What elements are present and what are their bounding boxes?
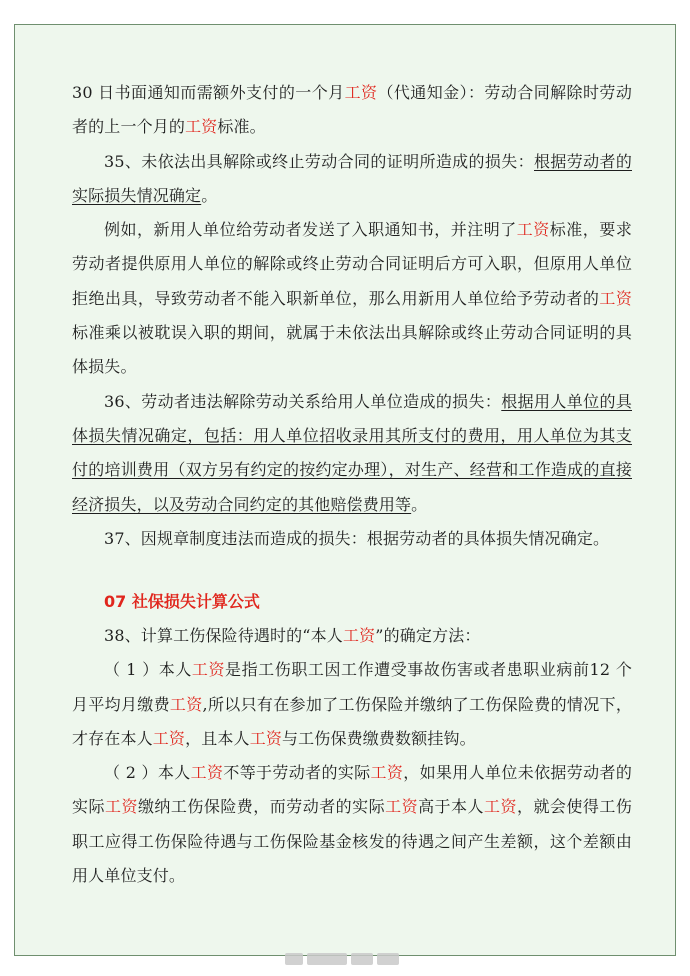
- highlight-wage: 工资: [190, 763, 224, 783]
- paragraph-item-35: [72, 145, 632, 214]
- text-run: 标准。: [217, 117, 266, 137]
- underlined-text: 根据用人单位的具体损失情况确定，包括：用人单位招收录用其所支付的费用，用人单位为其支付的培训费用（双方另有约定的按约定办理），对生产、经营和工作造成的直接经济损失，以及劳动合同约定的其他赔偿费用等: [72, 391, 632, 514]
- paragraph-example: [72, 213, 632, 384]
- highlight-wage: 工资: [185, 117, 218, 137]
- paragraph-point-1: [72, 653, 632, 756]
- document-body-bottom: [72, 619, 632, 893]
- highlight-wage: 工资: [599, 288, 632, 308]
- highlight-wage: 工资: [370, 763, 404, 783]
- paragraph-item-38: [72, 619, 632, 653]
- text-run: 不等于劳动者的实际: [223, 763, 371, 783]
- highlight-wage: 工资: [385, 797, 419, 817]
- paragraph-item-36: [72, 385, 632, 522]
- paragraph-point-2: [72, 756, 632, 893]
- text-run: ,所以只有在参加了工伤保险并缴纳了工伤保险费的情况下，才存在本人: [72, 694, 632, 748]
- text-run: （代通知金）：劳动合同解除时劳动者的上一个月的: [72, 83, 632, 137]
- highlight-wage: 工资: [191, 660, 226, 680]
- text-run: 。: [201, 185, 218, 205]
- text-run: 是指工伤职工因工作遭受事故伤害或者患职业病前12 个月平均月缴费: [72, 660, 632, 714]
- text-run: （ 2 ）本人: [104, 763, 191, 783]
- highlight-wage: 工资: [249, 728, 282, 748]
- highlight-wage: 工资: [516, 220, 550, 240]
- highlight-wage: 工资: [342, 626, 376, 645]
- text-run: 35、未依法出具解除或终止劳动合同的证明所造成的损失：: [104, 151, 535, 171]
- text-run: ，就会使得工伤职工应得工伤保险待遇与工伤保险基金核发的待遇之间产生差额，这个差额由用人单位支付。: [72, 797, 632, 886]
- highlight-wage: 工资: [169, 694, 203, 714]
- text-run: 30 日书面通知而需额外支付的一个月: [72, 83, 345, 102]
- text-run: 38、计算工伤保险待遇时的“本人: [104, 626, 343, 645]
- text-run: ，如果用人单位未依据劳动者的实际: [72, 763, 632, 817]
- paragraph-notice-pay: [72, 76, 632, 145]
- text-run: （ 1 ）本人: [104, 660, 192, 680]
- text-run: 例如，新用人单位给劳动者发送了入职通知书，并注明了: [104, 220, 517, 240]
- highlight-wage: 工资: [484, 797, 517, 817]
- text-run: 高于本人: [418, 797, 484, 817]
- text-run: ，且本人: [185, 728, 250, 748]
- text-run: 。: [411, 494, 428, 514]
- highlight-wage: 工资: [152, 728, 186, 748]
- watermark: [285, 950, 400, 968]
- highlight-wage: 工资: [344, 83, 378, 102]
- text-run: 标准，要求劳动者提供原用人单位的解除或终止劳动合同证明后方可入职，但原用人单位拒绝出具，导致劳动者不能入职新单位，那么用新用人单位给予劳动者的: [72, 220, 632, 308]
- paragraph-item-37: 37、因规章制度违法而造成的损失：根据劳动者的具体损失情况确定。: [104, 528, 610, 548]
- section-heading: 07 社保损失计算公式: [104, 592, 260, 611]
- text-run: 36、劳动者违法解除劳动关系给用人单位造成的损失：: [104, 391, 502, 411]
- document-body-top: [72, 76, 632, 556]
- text-run: ”的确定方法：: [375, 626, 481, 645]
- text-run: 与工伤保费缴费数额挂钩。: [282, 728, 476, 748]
- text-run: 缴纳工伤保险费，而劳动者的实际: [137, 797, 386, 817]
- text-run: 标准乘以被耽误入职的期间，就属于未依法出具解除或终止劳动合同证明的具体损失。: [72, 323, 632, 377]
- highlight-wage: 工资: [104, 797, 138, 817]
- underlined-text: 根据劳动者的实际损失情况确定: [72, 151, 632, 205]
